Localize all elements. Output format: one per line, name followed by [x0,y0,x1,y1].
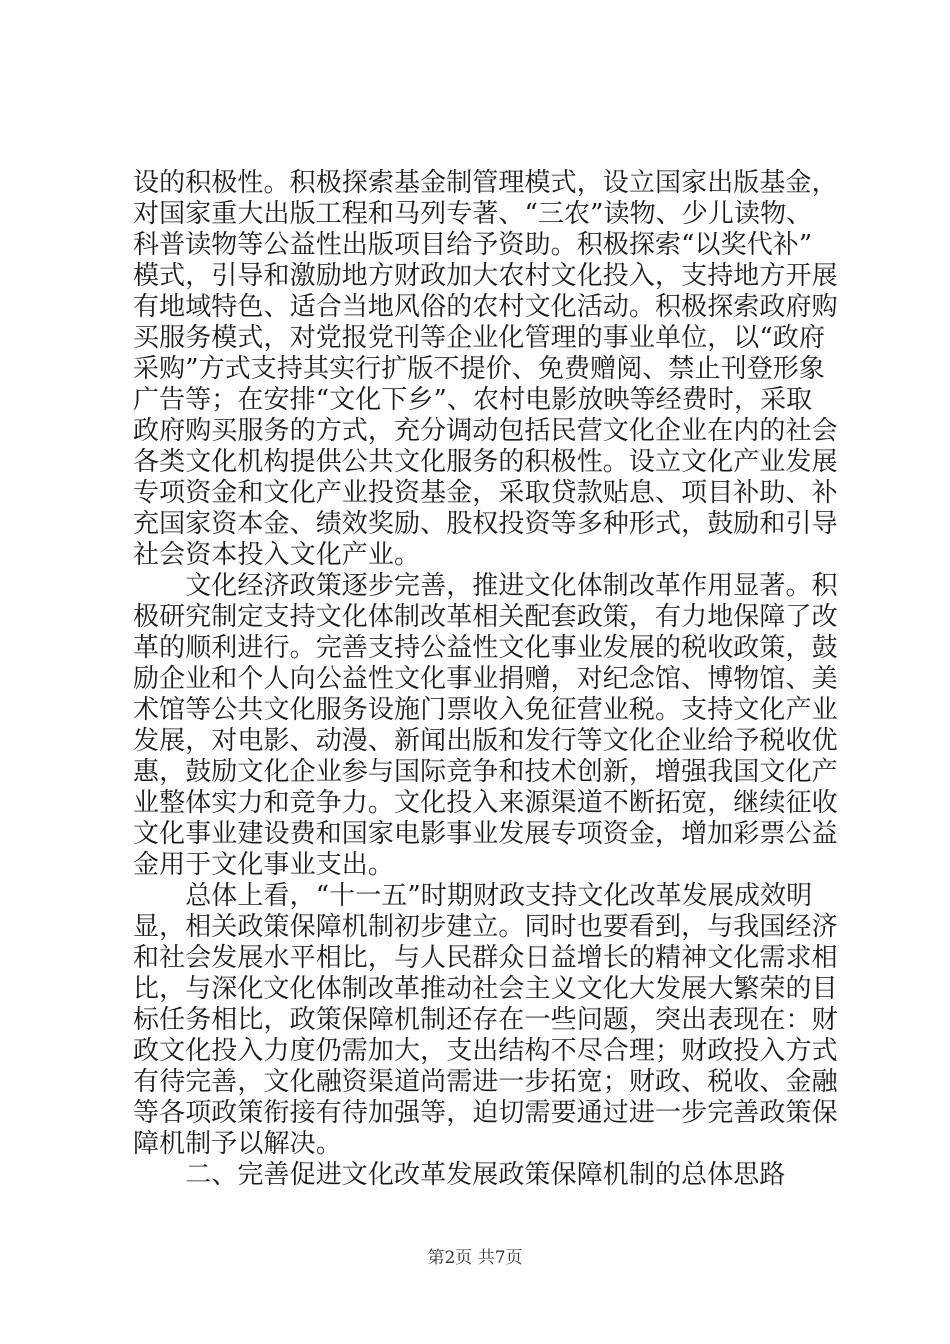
text-line: 社会资本投入文化产业。 [133,540,421,570]
text-line: 政文化投入力度仍需加大，支出结构不尽合理；财政投入方式 [133,1036,838,1066]
text-line: 比，与深化文化体制改革推动社会主义文化大发展大繁荣的目 [133,974,838,1004]
page-number-footer: 第2页 共7页 [427,1248,523,1268]
text-line: 等各项政策衔接有待加强等，迫切需要通过进一步完善政策保 [133,1098,838,1128]
text-line: 革的顺利进行。完善支持公益性文化事业发展的税收政策，鼓 [133,633,838,663]
text-line: 有地域特色、适合当地风俗的农村文化活动。积极探索政府购 [133,292,838,322]
section-heading: 二、完善促进文化改革发展政策保障机制的总体思路 [133,1160,786,1190]
text-line: 业整体实力和竞争力。文化投入来源渠道不断拓宽，继续征收 [133,788,838,818]
text-line: 对国家重大出版工程和马列专著、“三农”读物、少儿读物、 [133,199,813,229]
text-line: 广告等；在安排“文化下乡”、农村电影放映等经费时，采取 [133,385,813,415]
text-line: 文化事业建设费和国家电影事业发展专项资金，增加彩票公益 [133,819,838,849]
text-line: 政府购买服务的方式，充分调动包括民营文化企业在内的社会 [133,416,838,446]
body-text [133,168,838,1191]
text-line: 各类文化机构提供公共文化服务的积极性。设立文化产业发展 [133,447,838,477]
text-line: 术馆等公共文化服务设施门票收入免征营业税。支持文化产业 [133,695,838,725]
text-line: 标任务相比，政策保障机制还存在一些问题，突出表现在：财 [133,1005,838,1035]
text-line: 专项资金和文化产业投资基金，采取贷款贴息、项目补助、补 [133,478,838,508]
text-line: 金用于文化事业支出。 [133,850,395,880]
text-line: 惠，鼓励文化企业参与国际竞争和技术创新，增强我国文化产 [133,757,838,787]
text-line: 充国家资本金、绩效奖励、股权投资等多种形式，鼓励和引导 [133,509,838,539]
text-line: 科普读物等公益性出版项目给予资助。积极探索“以奖代补” [133,230,813,260]
text-line: 和社会发展水平相比，与人民群众日益增长的精神文化需求相 [133,943,838,973]
text-line: 有待完善，文化融资渠道尚需进一步拓宽；财政、税收、金融 [133,1067,838,1097]
text-line: 买服务模式，对党报党刊等企业化管理的事业单位，以“政府 [133,323,825,353]
text-line: 障机制予以解决。 [133,1129,342,1159]
text-line: 显，相关政策保障机制初步建立。同时也要看到，与我国经济 [133,912,838,942]
text-line: 采购”方式支持其实行扩版不提价、免费赠阅、禁止刊登形象 [133,354,825,384]
text-line: 模式，引导和激励地方财政加大农村文化投入，支持地方开展 [133,261,838,291]
text-line: 励企业和个人向公益性文化事业捐赠，对纪念馆、博物馆、美 [133,664,838,694]
text-line: 文化经济政策逐步完善，推进文化体制改革作用显著。积 [133,571,838,601]
text-line: 极研究制定支持文化体制改革相关配套政策，有力地保障了改 [133,602,838,632]
text-line: 发展，对电影、动漫、新闻出版和发行等文化企业给予税收优 [133,726,838,756]
text-line: 总体上看，“十一五”时期财政支持文化改革发展成效明 [133,881,813,911]
text-line: 设的积极性。积极探索基金制管理模式，设立国家出版基金， [133,168,838,198]
